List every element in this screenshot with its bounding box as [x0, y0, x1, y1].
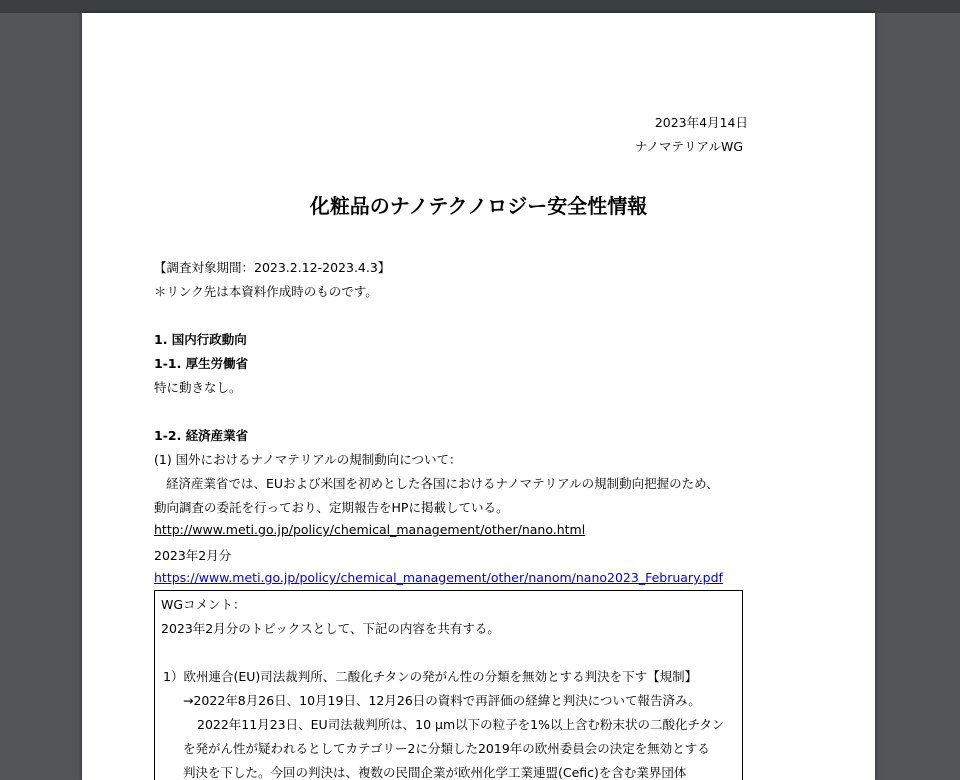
wg-topic-reference: →2022年8月26日、10月19日、12月26日の資料で再評価の経緯と判決について報告済み。	[183, 693, 701, 708]
wg-comment-intro: 2023年2月分のトピックスとして、下記の内容を共有する。	[161, 621, 500, 636]
subsection-heading-meti: 1-2. 経済産業省	[154, 428, 249, 443]
section-heading-domestic: 1. 国内行政動向	[154, 332, 247, 347]
survey-period: 【調査対象期間：2023.2.12-2023.4.3】	[154, 260, 391, 275]
document-page	[82, 13, 875, 780]
link-note: ＊リンク先は本資料作成時のものです。	[154, 284, 378, 299]
mhlw-status-text: 特に動きなし。	[154, 380, 242, 395]
meti-report-pdf-link[interactable]: https://www.meti.go.jp/policy/chemical_management/other/nanom/nano2023_February.pdf	[154, 570, 723, 585]
document-date: 2023年4月14日	[654, 115, 748, 130]
wg-topic-text-line: 判決を下した。今回の判決は、複数の民間企業が欧州化学工業連盟(Cefic)を含む業界団体	[183, 765, 687, 780]
meti-report-month: 2023年2月分	[154, 548, 232, 563]
meti-item-heading: (1) 国外におけるナノマテリアルの規制動向について：	[154, 452, 462, 467]
meti-nano-page-link[interactable]: http://www.meti.go.jp/policy/chemical_management/other/nano.html	[154, 522, 586, 537]
document-title: 化粧品のナノテクノロジー安全性情報	[309, 194, 648, 218]
meti-item-text-line: 動向調査の委託を行っており、定期報告をHPに掲載している。	[154, 500, 509, 515]
document-organization: ナノマテリアルWG	[634, 139, 743, 154]
subsection-heading-mhlw: 1-1. 厚生労働省	[154, 356, 249, 371]
wg-comment-label: WGコメント：	[161, 597, 246, 612]
wg-topic-text-line: を発がん性が疑われるとしてカテゴリー2に分類した2019年の欧州委員会の決定を無効とする	[183, 741, 710, 756]
viewer-toolbar	[0, 0, 960, 13]
wg-comment-box	[154, 590, 743, 780]
wg-topic-heading: 1）欧州連合(EU)司法裁判所、二酸化チタンの発がん性の分類を無効とする判決を下す【規制】	[163, 669, 698, 684]
meti-item-text-line: 経済産業省では、EUおよび米国を初めとした各国におけるナノマテリアルの規制動向把握のため、	[166, 476, 719, 491]
wg-topic-text-line: 2022年11月23日、EU司法裁判所は、10 μm以下の粒子を1%以上含む粉末状の二酸化チタン	[197, 717, 725, 732]
